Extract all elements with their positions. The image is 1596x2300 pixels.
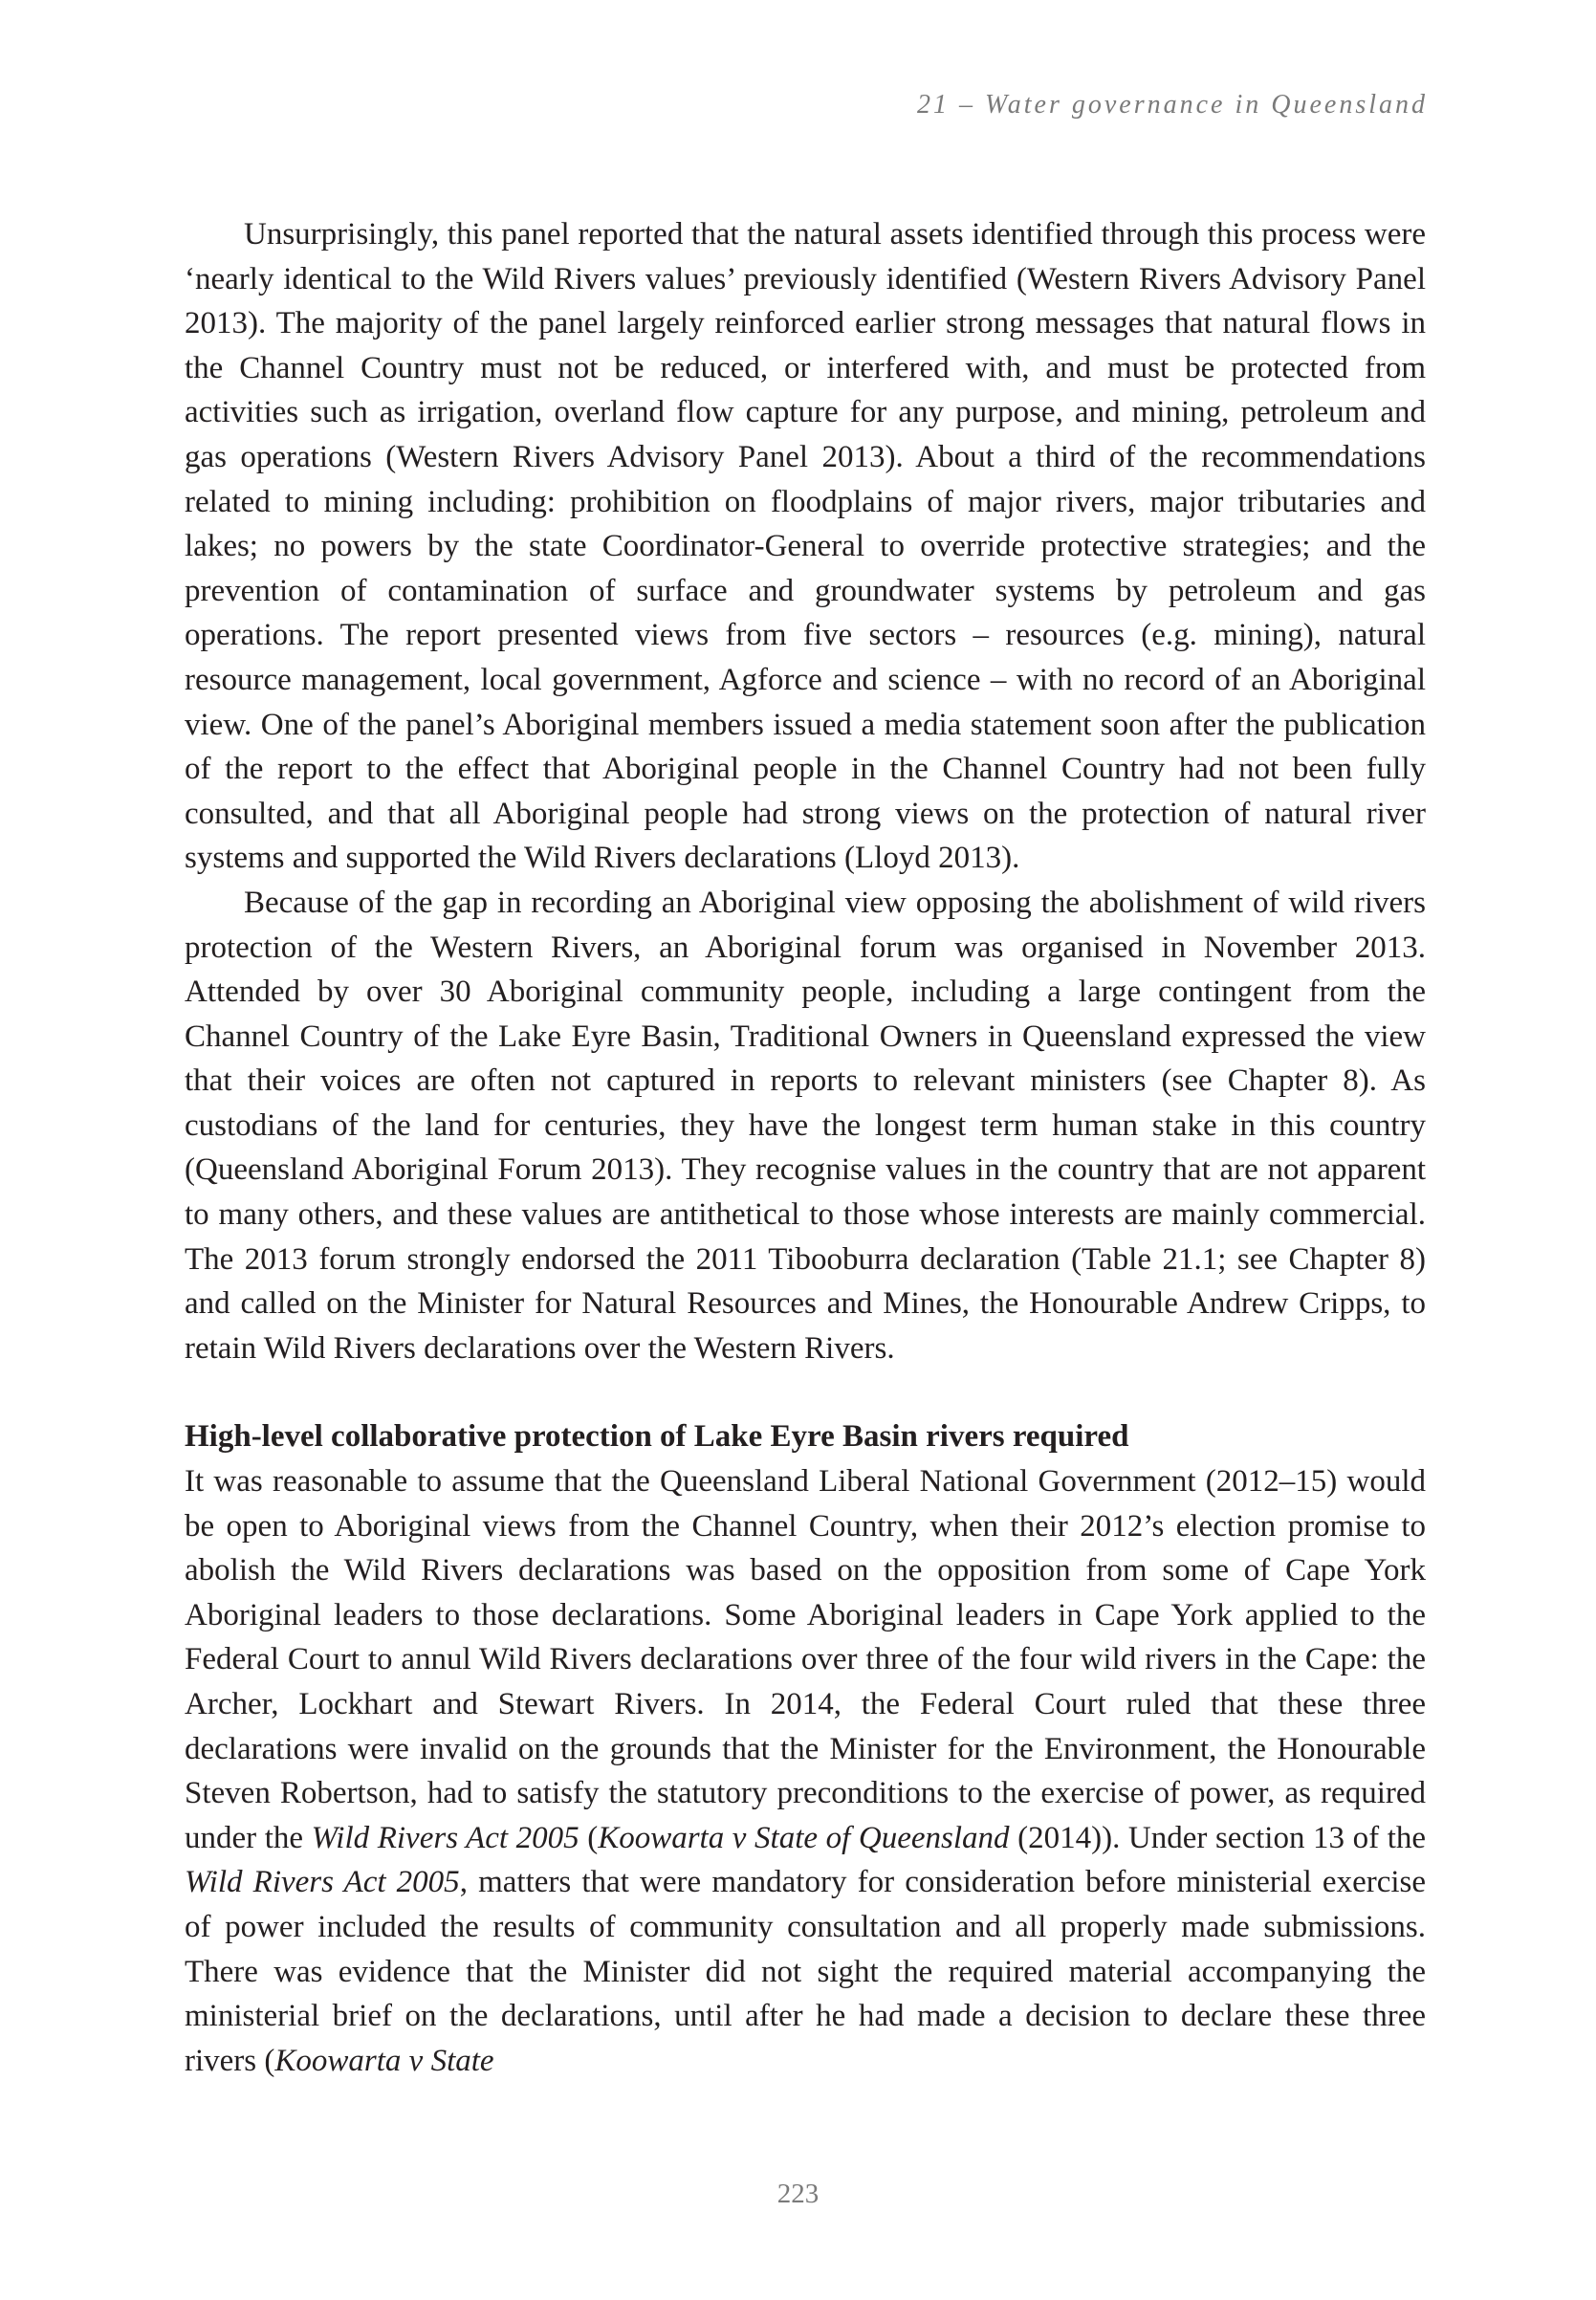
body-text <box>185 212 1426 2083</box>
p3-case-citation-1: Koowarta v State of Queensland <box>598 1820 1010 1855</box>
p3-text-g: , matters that were mandatory for consideration before ministerial exercise of power included the results of community consultation and all properly made submissions. There was evidence that the Minister did not sight the required material accompanying the ministerial brief on the declarations, until after he had made a decision to declare these three rivers ( <box>185 1865 1427 2078</box>
page-number: 223 <box>776 2179 820 2209</box>
paragraph-1: Unsurprisingly, this panel reported that the natural assets identified through this process were ‘nearly identical to the Wild Rivers values’ previously identified (Western Rivers Advisory Panel 2013). The majority of the panel largely reinforced earlier strong messages that natural flows in the Channel Country must not be reduced, or interfered with, and must be protected from activities such as irrigation, overland flow capture for any purpose, and mining, petroleum and gas operations (Western Rivers Advisory Panel 2013). About a third of the recommendations related to mining including: prohibition on floodplains of major rivers, major tributaries and lakes; no powers by the state Coordinator-General to override protective strategies; and the prevention of contamination of surface and groundwater systems by petroleum and gas operations. The report presented views from five sectors – resources (e.g. mining), natural resource management, local government, Agforce and science – with no record of an Aboriginal view. One of the panel’s Aboriginal members issued a media statement soon after the publication of the report to the effect that Aboriginal people in the Channel Country had not been fully consulted, and that all Aboriginal people had strong views on the protection of natural river systems and supported the Wild Rivers declarations (Lloyd 2013). <box>185 217 1426 876</box>
running-header: 21 – Water governance in Queensland <box>917 90 1428 120</box>
paragraph-2: Because of the gap in recording an Aboriginal view opposing the abolishment of wild rivers protection of the Western Rivers, an Aboriginal forum was organised in November 2013. Attended by over 30 Aboriginal community people, including a large contingent from the Channel Country of the Lake Eyre Basin, Traditional Owners in Queensland expressed the view that their voices are often not captured in reports to relevant ministers (see Chapter 8). As custodians of the land for centuries, they have the longest term human stake in this country (Queensland Aboriginal Forum 2013). They recognise values in the country that are not apparent to many others, and these values are antithetical to those whose interests are mainly commercial. The 2013 forum strongly endorsed the 2011 Tibooburra declaration (Table 21.1; see Chapter 8) and called on the Minister for Natural Resources and Mines, the Honourable Andrew Cripps, to retain Wild Rivers declarations over the Western Rivers. <box>185 885 1426 1366</box>
p3-text-c: ( <box>579 1820 599 1855</box>
paragraph-3 <box>185 1459 1426 2083</box>
p3-act-title-1: Wild Rivers Act 2005 <box>311 1820 579 1855</box>
p3-case-citation-2: Koowarta v State <box>274 2043 494 2078</box>
p3-act-title-2: Wild Rivers Act 2005 <box>185 1865 460 1900</box>
p3-text-e: (2014)). Under section 13 of the <box>1009 1820 1427 1855</box>
section-heading: High-level collaborative protection of Lake Eyre Basin rivers required <box>185 1419 1129 1455</box>
p3-text-a: It was reasonable to assume that the Queensland Liberal National Government (2012–15) would be open to Aboriginal views from the Channel Country, when their 2012’s election promise to abolish the Wild Rivers declarations was based on the opposition from some of Cape York Aboriginal leaders to those declarations. Some Aboriginal leaders in Cape York applied to the Federal Court to annul Wild Rivers declarations over three of the four wild rivers in the Cape: the Archer, Lockhart and Stewart Rivers. In 2014, the Federal Court ruled that these three declarations were invalid on the grounds that the Minister for the Environment, the Honourable Steven Robertson, had to satisfy the statutory preconditions to the exercise of power, as required under the <box>185 1464 1426 1855</box>
